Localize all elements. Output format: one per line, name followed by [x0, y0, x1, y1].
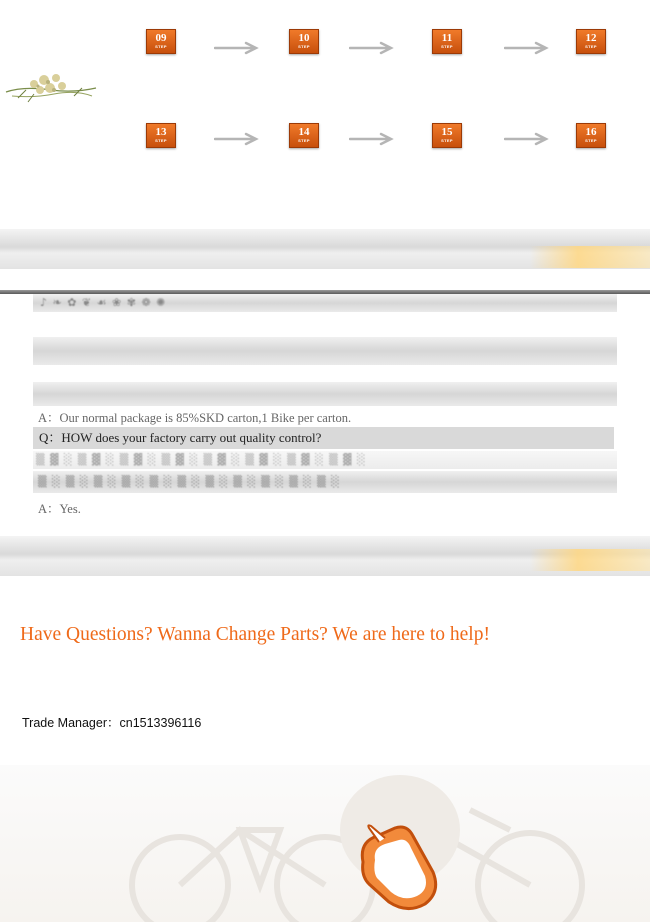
step-badge-14 — [289, 123, 319, 148]
step-number: 13 — [155, 126, 167, 138]
step-number: 15 — [441, 126, 453, 138]
arrow-right-icon — [214, 132, 260, 146]
step-badge-16 — [576, 123, 606, 148]
faq-question: Q：HOW does your factory carry out quality control? — [33, 427, 614, 449]
step-word: STEP — [155, 138, 167, 143]
step-badge-12 — [576, 29, 606, 54]
step-number: 10 — [298, 32, 310, 44]
flower-decoration-icon — [4, 68, 98, 110]
arrow-right-icon — [349, 41, 395, 55]
faq-blurred-text: ▒ ░ ▒ ░ ▒ ░ ▒ ░ ▒ ░ ▒ ░ ▒ ░ ▒ ░ ▒ ░ ▒ ░ ▒ ░ — [38, 475, 341, 488]
step-word: STEP — [441, 44, 453, 49]
step-number: 16 — [585, 126, 597, 138]
arrow-right-icon — [504, 41, 550, 55]
step-number: 09 — [155, 32, 167, 44]
arrow-right-icon — [349, 132, 395, 146]
divider-glow — [530, 246, 650, 268]
step-badge-10 — [289, 29, 319, 54]
step-word: STEP — [585, 138, 597, 143]
step-badge-13 — [146, 123, 176, 148]
step-number: 14 — [298, 126, 310, 138]
faq-answer: A：Our normal package is 85%SKD carton,1 Bike per carton. — [38, 411, 352, 425]
step-badge-09 — [146, 29, 176, 54]
step-badge-15 — [432, 123, 462, 148]
step-word: STEP — [585, 44, 597, 49]
step-number: 12 — [585, 32, 597, 44]
faq-blurred-text: ▒ ▓ ░ ▒ ▓ ░ ▒ ▓ ░ ▒ ▓ ░ ▒ ▓ ░ ▒ ▓ ░ ▒ ▓ ░ ▒ ▓ ░ — [36, 453, 366, 466]
step-word: STEP — [298, 138, 310, 143]
faq-answer: A：Yes. — [38, 502, 81, 516]
step-word: STEP — [155, 44, 167, 49]
faq-blurred-text: ♪ ❧ ✿ ❦ ☙ ❀ ✾ ❁ ✺ — [40, 296, 167, 309]
pointing-hand-icon — [355, 822, 441, 912]
arrow-right-icon — [504, 132, 550, 146]
arrow-right-icon — [214, 41, 260, 55]
step-word: STEP — [298, 44, 310, 49]
step-number: 11 — [441, 32, 453, 44]
faq-blurred-strip — [33, 382, 617, 406]
step-word: STEP — [441, 138, 453, 143]
help-title: Have Questions? Wanna Change Parts? We are here to help! — [20, 624, 490, 645]
step-badge-11 — [432, 29, 462, 54]
faq-blurred-strip — [33, 337, 617, 365]
trade-manager-id: Trade Manager：cn1513396116 — [22, 716, 202, 730]
divider-glow — [530, 549, 650, 571]
